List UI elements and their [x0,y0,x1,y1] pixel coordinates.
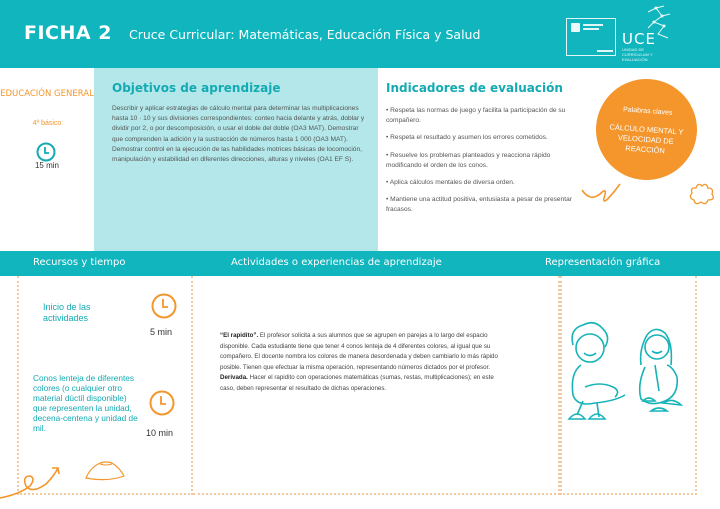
squiggle-icon [580,180,625,210]
resource-label: Conos lenteja de diferentes colores (o cualquier otro material dúctil disponible) que representen la unidad, decena-centena y unidad de mil. [33,373,138,433]
flower-icon [688,182,716,206]
column-activities: Actividades o experiencias de aprendizaje [231,257,442,268]
uce-subtitle: UNIDAD DE CURRÍCULUM Y EVALUACIÓN [622,47,653,62]
activity-body: El profesor solicita a sus alumnos que se agrupen en parejas a lo largo del espacio disponible. Cada estudiante tiene que tener 4 conos lenteja de 4 diferentes colores, al igual que su compañero. El docente nombra los colores de manera desordenada y deben cambiarlo lo más rápido posible. Tienen que efectuar la misma operación, representando números dictados por el profesor. [220,332,498,371]
derivation-text: Hacer el rapidito con operaciones matemáticas (sumas, restas, multiplicaciones); en este caso, deben representar el resultado de dichas operaciones. [220,374,494,392]
resource-time: 5 min [150,327,173,337]
squiggle-icon [0,460,65,500]
education-level: EDUCACIÓN GENERAL [0,89,94,99]
objectives-panel [94,68,378,251]
list-item: • Resuelve los problemas planteados y reacciona rápido modificando el orden de los conos. [386,151,551,169]
resource-label: Inicio de las actividades [43,302,91,323]
uce-logo: UCE [622,30,656,48]
list-item: • Respeta las normas de juego y facilita la participación de su compañero. [386,107,566,125]
objectives-title: Objetivos de aprendizaje [112,81,281,95]
children-illustration-icon [555,315,695,425]
clock-icon [35,141,57,163]
indicators-title: Indicadores de evaluación [386,81,563,95]
header [0,0,720,68]
list-item: • Aplica cálculos mentales de diversa orden. [386,179,515,187]
resource-time: 10 min [146,428,174,438]
clock-icon [150,292,178,320]
ministry-logo [566,18,616,56]
indicators-list [386,106,582,223]
column-resources: Recursos y tiempo [33,257,126,268]
activity-description [220,331,510,394]
total-time: 15 min [34,161,59,170]
list-item: • Respeta el resultado y asumen los errores cometidos. [386,134,548,142]
column-representation: Representación gráfica [545,257,661,268]
activity-title: “El rapidito”. [220,332,259,339]
clock-icon [148,389,176,417]
cone-icon [84,460,126,482]
page-subtitle: Cruce Curricular: Matemáticas, Educación Física y Salud [129,27,481,42]
grade: 4º básico [32,120,62,127]
derivation-label: Derivada. [220,374,248,381]
ficha-number: FICHA 2 [24,22,112,44]
shield-icon [571,23,580,32]
list-item: • Mantiene una actitud positiva, entusiasta a pesar de presentar fracasos. [386,196,572,214]
objectives-text: Describir y aplicar estrategias de cálculo mental para determinar las multiplicaciones hasta 10 · 10 y sus divisiones correspondientes: conteo hacia delante y atrás, doblar y dividir por 2, o por descomposición, o usar el doble del doble (OA3 MAT). Demostrar que comprenden la adición y la sustracción de números hasta 1 000 (OA3 MAT). Demostrar control en la ejecución de las habilidades motrices básicas de locomoción, manipulación y estabilidad en diferentes direcciones, alturas y niveles (OA1 EF S). [112,105,365,164]
keywords-value: CÁLCULO MENTAL Y VELOCIDAD DE REACCIÓN [609,122,684,156]
columns-header [0,251,720,276]
keywords-label: Palabras claves [622,106,673,117]
doodle-icon [644,4,674,44]
